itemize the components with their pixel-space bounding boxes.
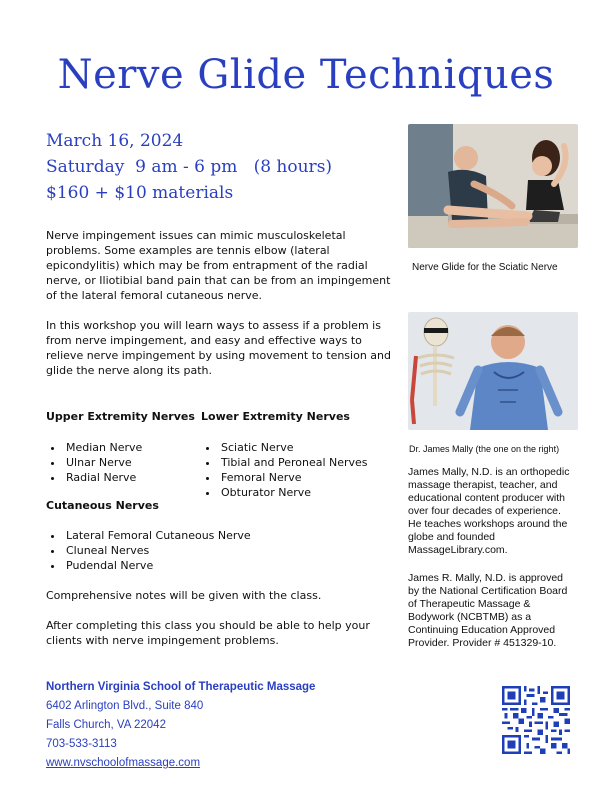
list-item: • Femoral Nerve <box>219 470 368 485</box>
photo1-caption: Nerve Glide for the Sciatic Nerve <box>412 262 558 273</box>
school-website-link[interactable]: www.nvschoolofmassage.com <box>46 757 201 769</box>
cutaneous-list <box>46 528 251 573</box>
page-title: Nerve Glide Techniques <box>57 52 555 98</box>
intro-paragraph-2: In this workshop you will learn ways to assess if a problem is from nerve impingement, and easy and effective ways to relieve nerve impingement by using movement to tension and glide the nerve along its path. <box>46 319 391 377</box>
sciatic-nerve-glide-photo <box>408 124 578 248</box>
school-address-line-2: Falls Church, VA 22042 <box>46 719 166 731</box>
list-item: • Ulnar Nerve <box>64 455 142 470</box>
upper-extremity-list <box>46 440 142 485</box>
list-item: • Pudendal Nerve <box>64 558 251 573</box>
lower-extremity-heading: Lower Extremity Nerves <box>201 410 350 423</box>
bio-paragraph-2: James R. Mally, N.D. is approved by the National Certification Board of Therapeutic Massage & Bodywork (NCBTMB) as a Continuing Education Approved Provider. Provider # 451329-10. <box>408 572 568 649</box>
upper-extremity-heading: Upper Extremity Nerves <box>46 410 195 423</box>
list-item: • Tibial and Peroneal Nerves <box>219 455 368 470</box>
school-name: Northern Virginia School of Therapeutic Massage <box>46 681 316 693</box>
intro-paragraph-1: Nerve impingement issues can mimic musculoskeletal problems. Some examples are tennis elbow (lateral epicondylitis) which may be from entrapment of the radial nerve, or Iliotibial band pain that can be from an impingement of the lateral femoral cutaneous nerve. <box>46 229 391 302</box>
notes-text: Comprehensive notes will be given with the class. <box>46 589 322 602</box>
school-phone: 703-533-3113 <box>46 738 117 750</box>
event-price: $160 + $10 materials <box>46 183 234 203</box>
event-details <box>46 128 332 206</box>
list-item: • Obturator Nerve <box>219 485 368 500</box>
dr-mally-photo <box>408 312 578 430</box>
lower-extremity-list <box>201 440 368 500</box>
cutaneous-heading: Cutaneous Nerves <box>46 499 159 512</box>
list-item: • Sciatic Nerve <box>219 440 368 455</box>
qr-code-icon[interactable] <box>502 686 570 754</box>
mally-skeleton-illustration <box>408 312 578 430</box>
list-item: • Radial Nerve <box>64 470 142 485</box>
list-item: • Median Nerve <box>64 440 142 455</box>
list-item: • Lateral Femoral Cutaneous Nerve <box>64 528 251 543</box>
outcome-text: After completing this class you should be able to help your clients with nerve impingement problems. <box>46 619 370 647</box>
list-item: • Cluneal Nerves <box>64 543 251 558</box>
event-date: March 16, 2024 <box>46 131 184 151</box>
bio-paragraph-1: James Mally, N.D. is an orthopedic massage therapist, teacher, and educational content producer with over four decades of experience. He teaches workshops around the globe and founded MassageLibrary.com. <box>408 466 570 556</box>
school-address-line-1: 6402 Arlington Blvd., Suite 840 <box>46 700 204 712</box>
photo2-caption: Dr. James Mally (the one on the right) <box>409 444 560 454</box>
school-contact <box>46 678 315 773</box>
sciatic-glide-illustration <box>408 124 578 248</box>
event-time: Saturday 9 am - 6 pm (8 hours) <box>46 157 333 177</box>
